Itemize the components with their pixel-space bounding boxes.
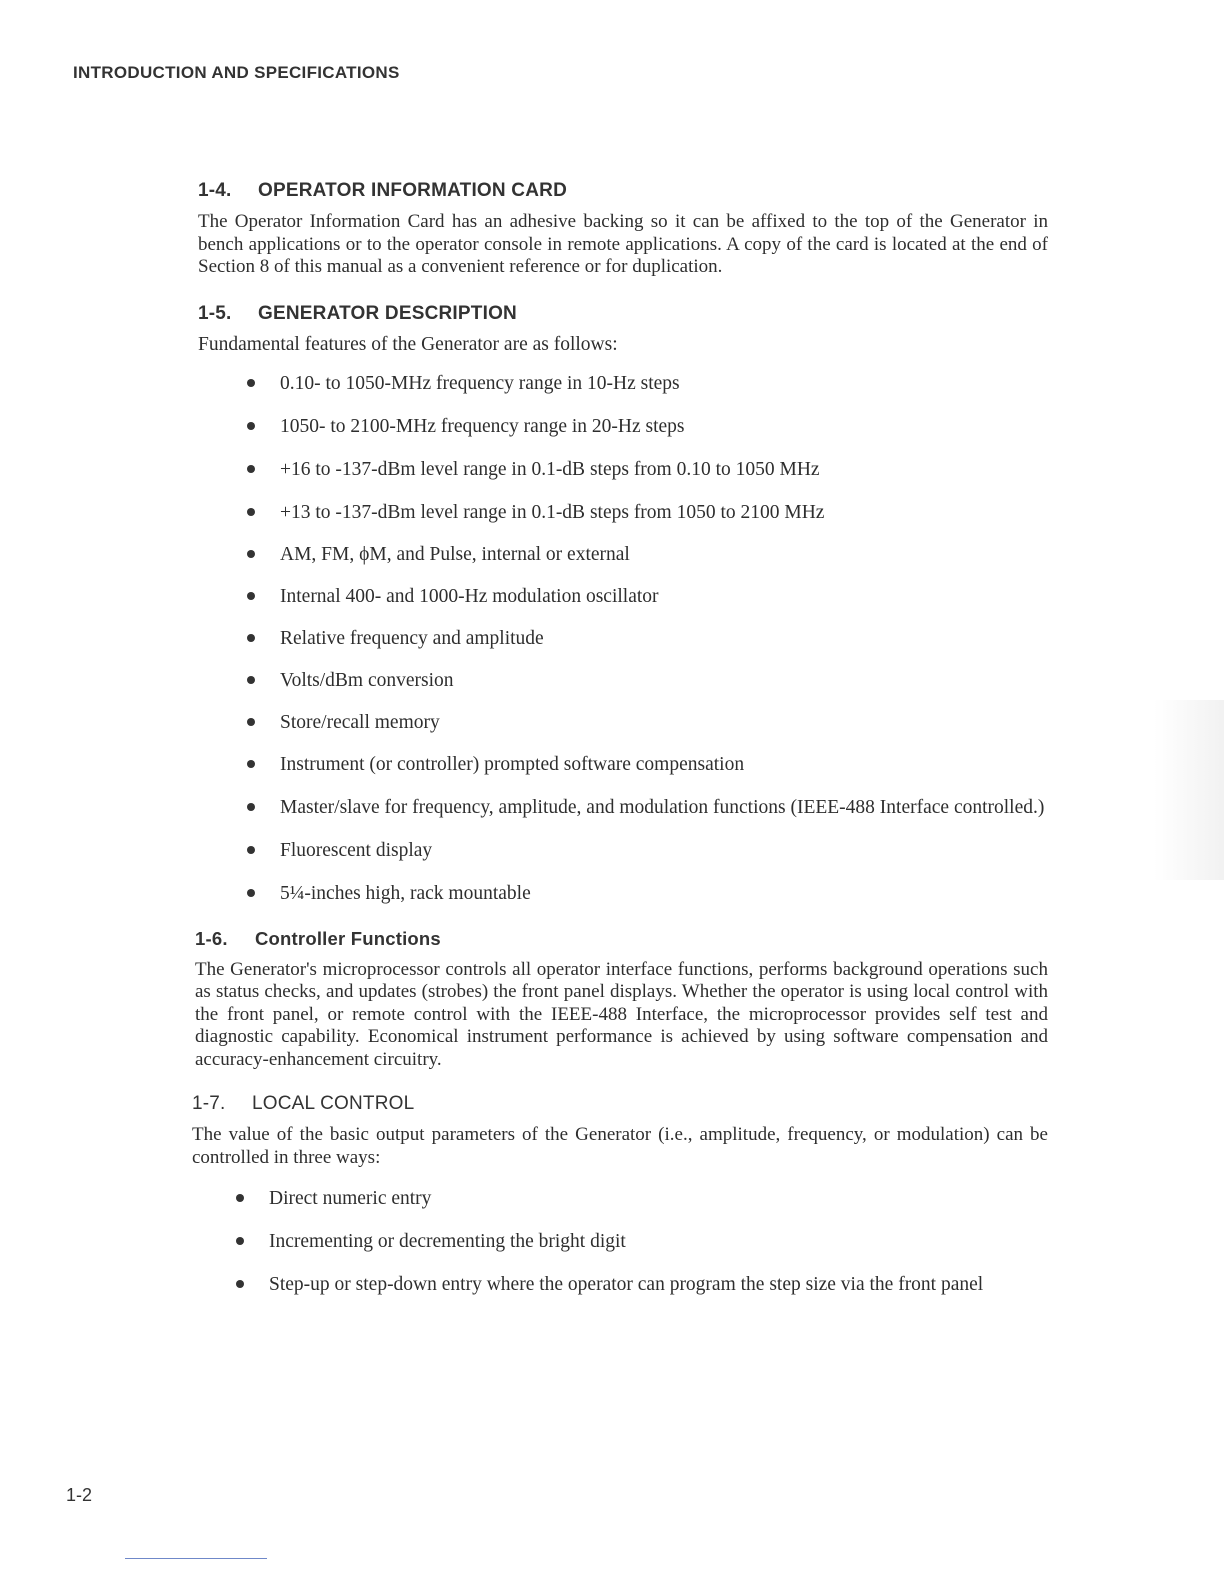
bullet-icon (236, 1237, 244, 1245)
running-title: INTRODUCTION AND SPECIFICATIONS (73, 63, 400, 82)
list-item-text: Master/slave for frequency, amplitude, and modulation functions (IEEE-488 Interface controlled.) (280, 796, 1045, 818)
section-1-6 (195, 928, 1048, 1072)
list-item-text: Instrument (or controller) prompted software compensation (280, 753, 745, 775)
list-item-text: Relative frequency and amplitude (280, 627, 544, 649)
list-item (280, 416, 1048, 438)
list-item (280, 502, 1048, 524)
section-1-7 (192, 1093, 1048, 1296)
scan-shadow (1154, 700, 1224, 880)
page-number: 1-2 (66, 1485, 93, 1505)
list-item-text: Internal 400- and 1000-Hz modulation oscillator (280, 585, 659, 607)
bullet-icon (247, 379, 255, 387)
bullet-icon (247, 422, 255, 430)
section-1-4 (198, 180, 1048, 279)
list-item-text: 5¼-inches high, rack mountable (280, 882, 531, 904)
list-item-text: Direct numeric entry (269, 1188, 432, 1209)
list-item-text: Store/recall memory (280, 711, 440, 733)
section-number: 1-7. (192, 1093, 226, 1114)
bullet-icon (247, 760, 255, 768)
bullet-icon (236, 1194, 244, 1202)
bullet-icon (247, 718, 255, 726)
list-item-text: 0.10- to 1050-MHz frequency range in 10-Hz steps (280, 372, 680, 394)
list-item (269, 1231, 1048, 1253)
section-title: Controller Functions (255, 927, 441, 949)
list-item-text: Incrementing or decrementing the bright digit (269, 1231, 626, 1252)
bullet-icon (247, 803, 255, 811)
section-title: LOCAL CONTROL (252, 1093, 415, 1114)
page-content (192, 180, 1048, 1296)
list-item-text: Volts/dBm conversion (280, 669, 454, 691)
section-number: 1-5. (198, 302, 232, 324)
list-item-text: 1050- to 2100-MHz frequency range in 20-Hz steps (280, 415, 685, 437)
bullet-icon (247, 592, 255, 600)
list-item (280, 628, 1048, 650)
list-item-text: Fluorescent display (280, 839, 433, 861)
section-1-5-heading (198, 303, 1048, 325)
bullet-icon (247, 676, 255, 684)
bullet-icon (247, 465, 255, 473)
section-title: OPERATOR INFORMATION CARD (258, 180, 567, 201)
bullet-icon (247, 508, 255, 516)
list-item (280, 670, 1048, 692)
section-1-4-heading (198, 180, 1048, 202)
section-1-4-body: The Operator Information Card has an adhesive backing so it can be affixed to the top of the Generator in bench applications or to the operator console in remote applications. A copy of the card is located at the end of Section 8 of this manual as a convenient reference or for duplication. (198, 211, 1048, 277)
list-item (269, 1188, 1048, 1210)
list-item (280, 586, 1048, 608)
list-item (280, 797, 1048, 819)
section-1-5 (198, 303, 1048, 905)
list-item (280, 754, 1048, 776)
list-item (280, 883, 1048, 905)
bullet-icon (247, 634, 255, 642)
section-1-7-body: The value of the basic output parameters of the Generator (i.e., amplitude, frequency, or modulation) can be controlled in three ways: (192, 1124, 1048, 1168)
bullet-icon (247, 550, 255, 558)
section-1-5-intro: Fundamental features of the Generator are as follows: (198, 333, 618, 355)
section-number: 1-4. (198, 180, 232, 201)
list-item (269, 1274, 1048, 1296)
list-item (280, 459, 1048, 481)
control-method-list (269, 1188, 1048, 1296)
feature-list (280, 373, 1048, 905)
section-1-6-body: The Generator's microprocessor controls all operator interface functions, performs background operations such as status checks, and updates (strobes) the front panel displays. Whether the operator is using local control with the front panel, or remote control with the IEEE-488 Interface, the microprocessor provides self test and diagnostic capability. Economical instrument performance is achieved by using software compensation and accuracy-enhancement circuitry. (195, 958, 1048, 1070)
list-item (280, 373, 1048, 395)
list-item-text: AM, FM, ϕM, and Pulse, internal or external (280, 543, 630, 565)
list-item-text: +16 to -137-dBm level range in 0.1-dB steps from 0.10 to 1050 MHz (280, 458, 820, 480)
section-title: GENERATOR DESCRIPTION (258, 302, 517, 324)
list-item (280, 840, 1048, 862)
bullet-icon (236, 1280, 244, 1288)
list-item-text: Step-up or step-down entry where the operator can program the step size via the front panel (269, 1274, 984, 1295)
list-item-text: +13 to -137-dBm level range in 0.1-dB steps from 1050 to 2100 MHz (280, 501, 825, 523)
list-item (280, 544, 1048, 566)
list-item (280, 712, 1048, 734)
bullet-icon (247, 889, 255, 897)
section-number: 1-6. (195, 927, 228, 949)
scan-artifact-line (125, 1558, 267, 1559)
bullet-icon (247, 846, 255, 854)
section-1-7-heading (192, 1093, 1048, 1115)
section-1-6-heading (195, 928, 1048, 950)
